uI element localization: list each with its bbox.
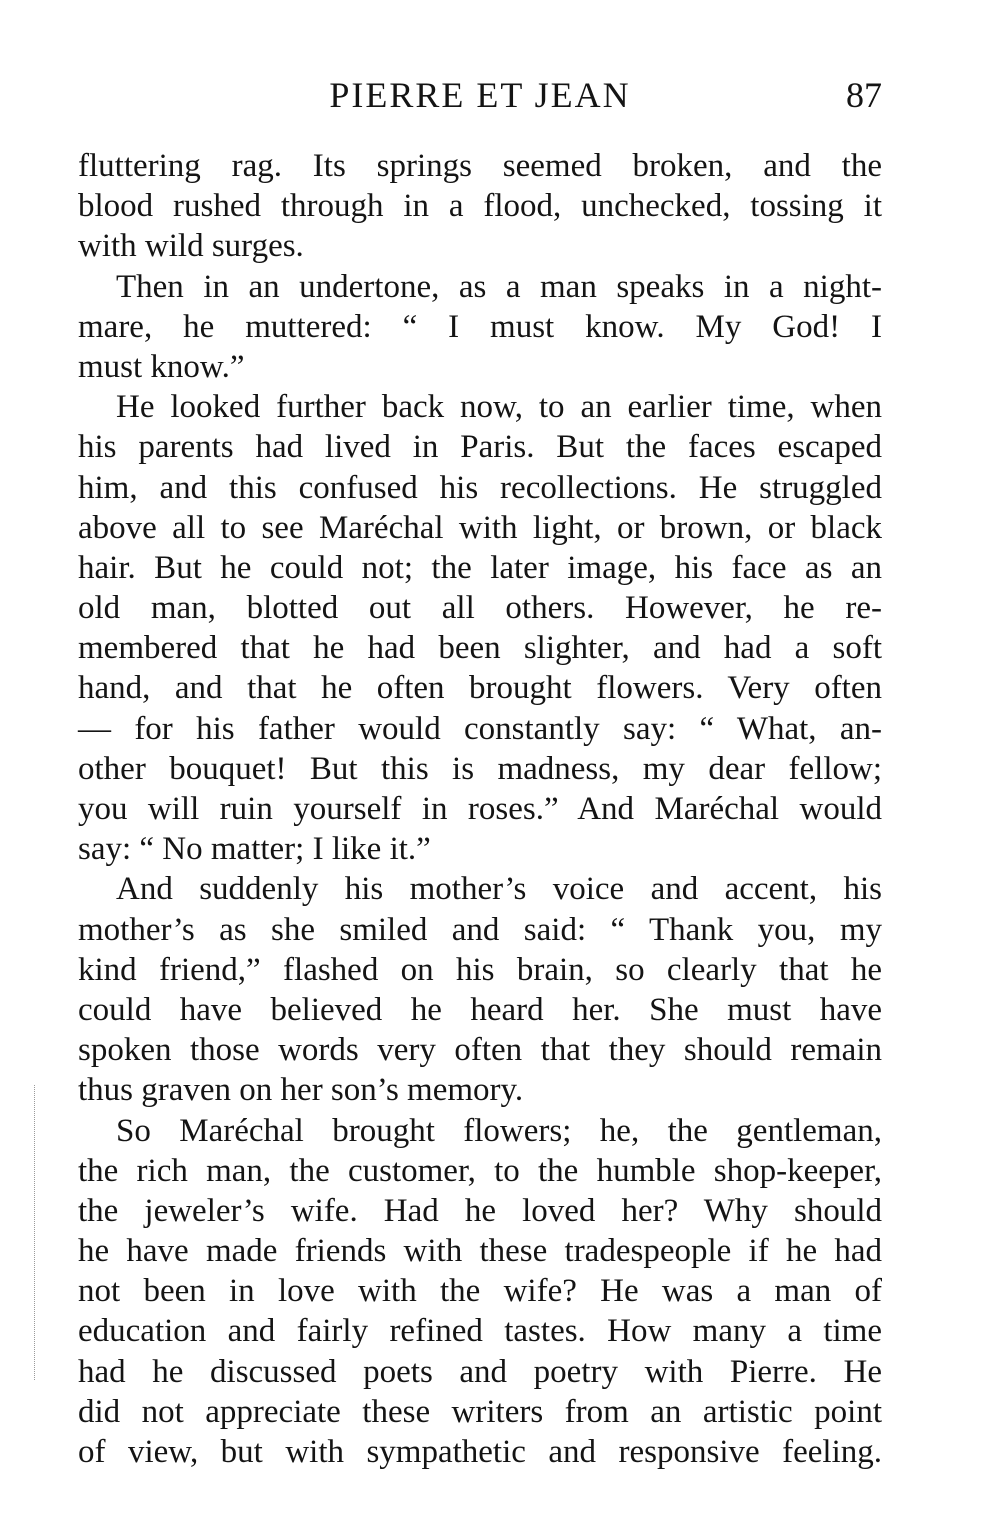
text-line: Then in an undertone, as a man speaks in a night- — [116, 268, 882, 305]
text-line: him, and this confused his recollections. He struggled — [78, 469, 882, 506]
text-line: say: “ No matter; I like it.” — [78, 831, 431, 868]
text-line: membered that he had been slighter, and had a soft — [78, 630, 882, 667]
text-line: So Maréchal brought flowers; he, the gentleman, — [116, 1112, 882, 1149]
text-line: hair. But he could not; the later image, his face as an — [78, 549, 882, 586]
text-line: did not appreciate these writers from an artistic point — [78, 1393, 882, 1430]
text-line: must know.” — [78, 348, 245, 385]
text-line: thus graven on her son’s memory. — [78, 1072, 524, 1109]
text-line: fluttering rag. Its springs seemed broken, and the — [78, 148, 882, 184]
text-line: you will ruin yourself in roses.” And Maréchal would — [78, 791, 882, 827]
text-line: mother’s as she smiled and said: “ Thank you, my — [78, 911, 882, 948]
text-line: of view, but with sympathetic and responsive feeling. — [78, 1434, 882, 1470]
text-line: — for his father would constantly say: “ What, an- — [78, 710, 882, 747]
text-line: mare, he muttered: “ I must know. My God! I — [78, 308, 882, 345]
text-line: with wild surges. — [78, 228, 304, 265]
text-line: he have made friends with these tradespeople if he had — [78, 1233, 882, 1270]
text-line: old man, blotted out all others. However, he re- — [78, 590, 882, 627]
text-line: He looked further back now, to an earlier time, when — [116, 389, 882, 426]
text-line: kind friend,” flashed on his brain, so clearly that he — [78, 951, 882, 988]
text-line: education and fairly refined tastes. How many a time — [78, 1313, 882, 1350]
text-line: blood rushed through in a flood, unchecked, tossing it — [78, 188, 882, 225]
body-text — [78, 146, 882, 1472]
text-line: above all to see Maréchal with light, or brown, or black — [78, 509, 882, 546]
text-line: not been in love with the wife? He was a man of — [78, 1273, 882, 1310]
text-line: hand, and that he often brought flowers. Very often — [78, 670, 882, 707]
text-line: had he discussed poets and poetry with Pierre. He — [78, 1353, 882, 1390]
margin-scan-mark — [34, 1085, 35, 1380]
running-head — [78, 70, 882, 120]
text-line: And suddenly his mother’s voice and accent, his — [116, 871, 882, 908]
text-line: other bouquet! But this is madness, my dear fellow; — [78, 750, 882, 787]
page-number: 87 — [846, 75, 882, 115]
text-line: could have believed he heard her. She must have — [78, 991, 882, 1028]
text-line: the rich man, the customer, to the humble shop-keeper, — [78, 1152, 882, 1189]
text-line: his parents had lived in Paris. But the faces escaped — [78, 429, 882, 466]
running-title: PIERRE ET JEAN — [329, 75, 631, 115]
text-line: spoken those words very often that they should remain — [78, 1032, 882, 1069]
text-line: the jeweler’s wife. Had he loved her? Why should — [78, 1192, 882, 1229]
